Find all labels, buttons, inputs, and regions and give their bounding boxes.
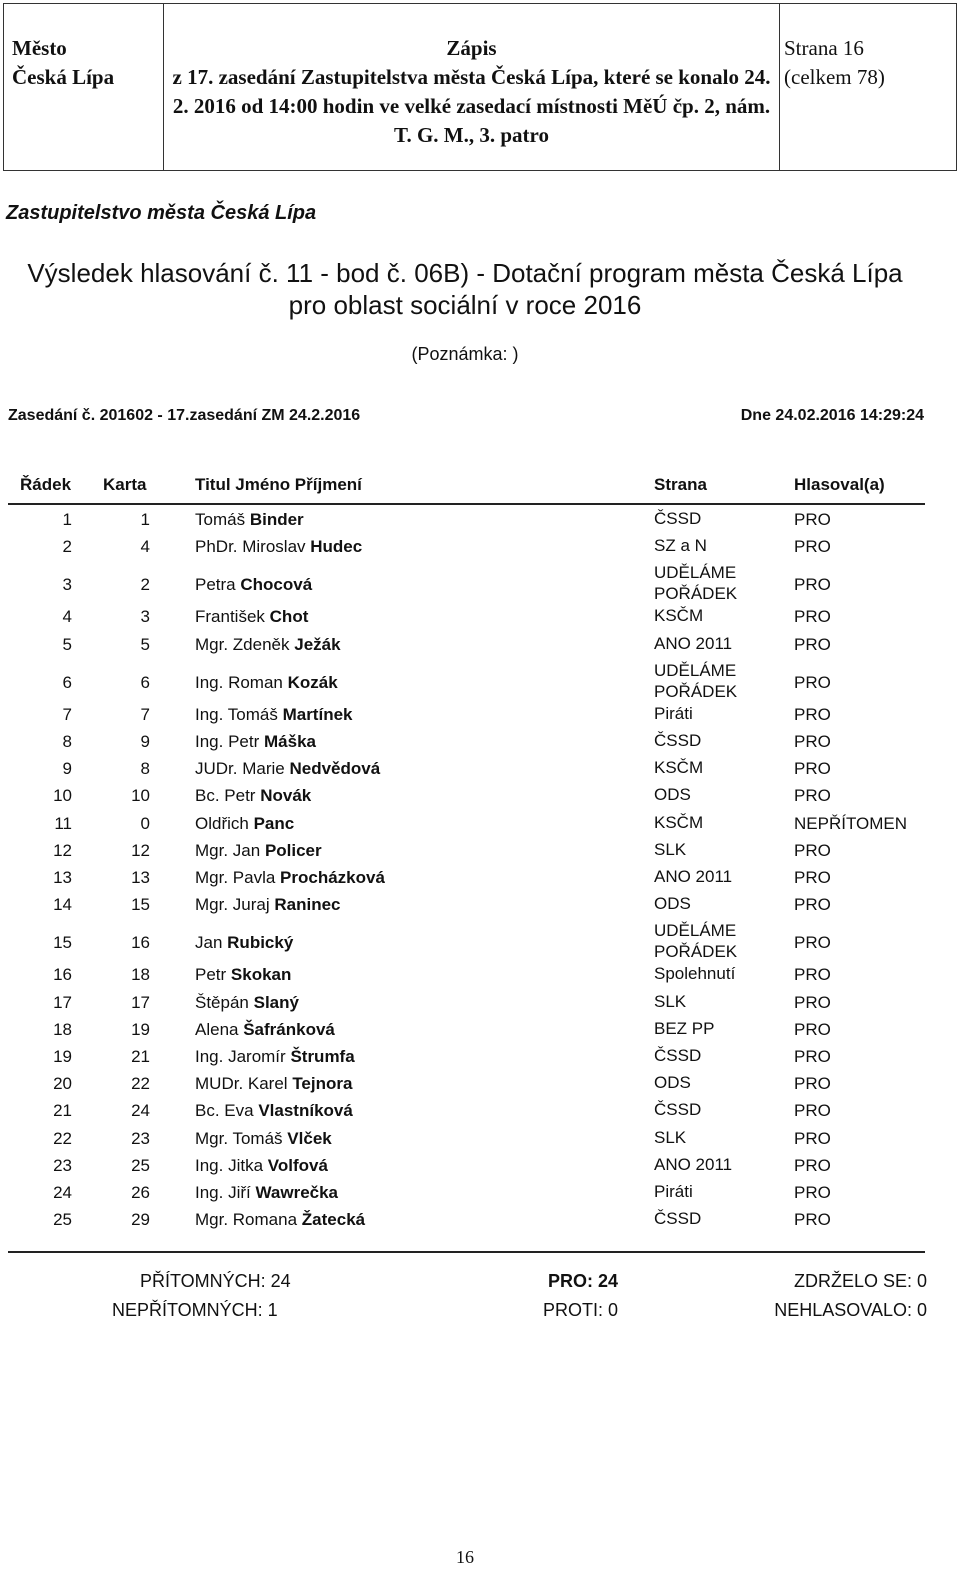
member-first-name: Ing. Jaromír — [195, 1047, 286, 1066]
party: ČSSD — [654, 1209, 702, 1229]
party: KSČM — [654, 812, 704, 832]
row-number: 20 — [53, 1074, 72, 1094]
vote-value: PRO — [794, 1074, 831, 1094]
member-name — [195, 814, 294, 834]
member-first-name: Mgr. Juraj — [195, 895, 270, 915]
row-number: 7 — [62, 704, 72, 724]
row-number: 6 — [62, 672, 72, 692]
table-row — [0, 1183, 960, 1210]
card-number: 19 — [131, 1019, 150, 1039]
party: ČSSD — [654, 509, 702, 528]
vote-value: PRO — [794, 1210, 831, 1230]
table-row — [0, 705, 960, 732]
vote-value: PRO — [794, 992, 831, 1012]
vote-value: PRO — [794, 965, 831, 985]
row-number: 9 — [62, 759, 72, 779]
row-number: 14 — [53, 895, 72, 915]
member-surname: Máška — [264, 732, 316, 751]
member-first-name: PhDr. Miroslav — [195, 537, 306, 557]
table-row — [0, 868, 960, 895]
member-name — [195, 841, 322, 861]
vote-value: PRO — [794, 537, 831, 557]
member-name — [195, 1183, 338, 1203]
row-number: 18 — [53, 1019, 72, 1039]
member-surname: Hudec — [310, 537, 363, 557]
member-name — [195, 1210, 365, 1230]
party: BEZ PP — [654, 1018, 715, 1038]
member-surname: Wawrečka — [255, 1183, 339, 1202]
member-first-name: Alena — [195, 1019, 239, 1039]
member-name — [195, 673, 338, 693]
member-first-name: Petra — [195, 575, 236, 595]
table-row — [0, 965, 960, 992]
card-number: 3 — [140, 607, 150, 627]
member-surname: Šafránková — [243, 1019, 335, 1039]
party: ANO 2011 — [654, 867, 733, 886]
party: SLK — [654, 991, 687, 1011]
table-row — [0, 759, 960, 786]
page-number: 16 — [456, 1547, 474, 1567]
member-first-name: Štěpán — [195, 992, 249, 1012]
member-name — [195, 607, 308, 627]
row-number: 17 — [53, 992, 72, 1012]
party: ODS — [654, 894, 691, 914]
council-name: Zastupitelstvo města Česká Lípa — [6, 202, 317, 224]
row-number: 8 — [62, 732, 72, 751]
card-number: 1 — [140, 510, 150, 529]
vote-value: PRO — [794, 672, 831, 692]
table-row — [0, 564, 960, 607]
card-number: 0 — [140, 813, 150, 833]
vote-title-lead: Výsledek hlasování č. 11 - bod č. — [27, 258, 407, 288]
member-surname: Žatecká — [301, 1210, 366, 1230]
card-number: 2 — [140, 575, 150, 595]
table-row — [0, 635, 960, 662]
row-number: 5 — [62, 634, 72, 654]
party: ODS — [654, 1073, 691, 1093]
vote-title — [0, 258, 930, 289]
row-number: 22 — [53, 1128, 72, 1148]
member-first-name: Mgr. Romana — [195, 1210, 298, 1230]
member-name — [195, 575, 312, 595]
table-row — [0, 1074, 960, 1101]
member-name — [195, 1074, 352, 1094]
row-number: 24 — [53, 1183, 72, 1202]
party: ČSSD — [654, 731, 702, 750]
member-surname: Binder — [249, 510, 304, 529]
member-first-name: MUDr. Karel — [195, 1074, 288, 1094]
member-surname: Ježák — [294, 634, 341, 654]
card-number: 7 — [140, 704, 150, 724]
card-number: 18 — [131, 965, 150, 985]
column-header-card: Karta — [103, 475, 147, 494]
party: UDĚLÁME POŘÁDEK — [654, 921, 738, 962]
member-surname: Vlastníková — [258, 1101, 353, 1121]
row-number: 15 — [53, 933, 72, 953]
member-name — [195, 705, 353, 725]
table-row — [0, 510, 960, 537]
vote-title-line2: pro oblast sociální v roce 2016 — [288, 290, 642, 320]
session-date: Dne 24.02.2016 14:29:24 — [740, 407, 924, 424]
member-first-name: Ing. Tomáš — [195, 704, 278, 724]
card-number: 29 — [131, 1210, 150, 1230]
member-first-name: František — [195, 607, 265, 627]
member-first-name: Mgr. Tomáš — [195, 1128, 283, 1148]
row-number: 3 — [62, 575, 72, 595]
card-number: 5 — [140, 634, 150, 654]
vote-value: PRO — [794, 510, 831, 529]
member-name — [195, 759, 380, 779]
party: UDĚLÁME POŘÁDEK — [654, 563, 738, 604]
member-surname: Tejnora — [292, 1074, 353, 1094]
member-name — [195, 1101, 353, 1121]
member-surname: Volfová — [267, 1155, 328, 1175]
table-row — [0, 993, 960, 1020]
vote-title-rest: 06B) - Dotační program města Česká Lípa — [406, 258, 903, 288]
party: ČSSD — [654, 1100, 702, 1120]
table-row — [0, 662, 960, 705]
party: ANO 2011 — [654, 633, 733, 653]
table-row — [0, 1210, 960, 1237]
member-name — [195, 965, 291, 985]
card-number: 9 — [140, 732, 150, 751]
vote-value: PRO — [794, 786, 831, 806]
card-number: 23 — [131, 1128, 150, 1148]
total-nehlasovalo: NEHLASOVALO: 0 — [774, 1300, 927, 1320]
member-name — [195, 868, 385, 888]
member-first-name: Ing. Jitka — [195, 1155, 264, 1175]
table-row — [0, 1020, 960, 1047]
member-surname: Kozák — [287, 672, 338, 692]
document-header — [3, 3, 957, 171]
vote-value: PRO — [794, 1183, 831, 1202]
total-present: PŘÍTOMNÝCH: 24 — [140, 1271, 291, 1291]
table-row — [0, 922, 960, 965]
vote-value: PRO — [794, 1047, 831, 1066]
row-number: 10 — [53, 786, 72, 806]
total-proti: PROTI: 0 — [542, 1300, 618, 1320]
member-name — [195, 510, 304, 530]
vote-value: PRO — [794, 634, 831, 654]
member-name — [195, 933, 293, 953]
member-surname: Panc — [253, 813, 295, 833]
card-number: 21 — [131, 1047, 150, 1066]
column-header-row: Řádek — [20, 475, 72, 494]
row-number: 1 — [62, 510, 72, 529]
header-divider — [8, 503, 925, 505]
member-surname: Skokan — [230, 965, 292, 985]
member-name — [195, 732, 316, 752]
table-row — [0, 1101, 960, 1128]
total-zdrzelo: ZDRŽELO SE: 0 — [793, 1271, 927, 1291]
table-row — [0, 1047, 960, 1074]
note: (Poznámka: ) — [411, 344, 519, 364]
table-row — [0, 786, 960, 813]
party: ANO 2011 — [654, 1154, 733, 1174]
column-header-party: Strana — [654, 475, 707, 494]
card-number: 25 — [131, 1155, 150, 1175]
member-surname: Raninec — [274, 895, 341, 915]
card-number: 22 — [131, 1074, 150, 1094]
row-number: 12 — [53, 840, 72, 860]
vote-value: PRO — [794, 1128, 831, 1148]
member-first-name: Petr — [195, 965, 227, 985]
card-number: 26 — [131, 1183, 150, 1202]
member-surname: Procházková — [280, 868, 385, 887]
member-first-name: JUDr. Marie — [195, 759, 285, 779]
vote-value: PRO — [794, 607, 831, 627]
party: KSČM — [654, 606, 704, 626]
vote-value: PRO — [794, 933, 831, 953]
card-number: 17 — [131, 992, 150, 1012]
row-number: 11 — [54, 813, 72, 833]
member-surname: Chocová — [240, 575, 313, 595]
total-pro: PRO: 24 — [547, 1271, 618, 1291]
member-surname: Štrumfa — [290, 1047, 355, 1066]
header-title: Zápis z 17. zasedání Zastupitelstva města Česká Lípa, které se konalo 24. 2. 2016 od 14:00 hodin ve velké zasedací místnosti MěÚ čp. 2, nám. T. G. M., 3. patro — [164, 4, 780, 170]
table-row — [0, 732, 960, 759]
row-number: 19 — [53, 1047, 72, 1066]
total-absent: NEPŘÍTOMNÝCH: 1 — [112, 1300, 278, 1320]
vote-value: PRO — [794, 1155, 831, 1175]
party: KSČM — [654, 758, 704, 778]
member-first-name: Mgr. Jan — [195, 840, 261, 860]
member-first-name: Mgr. Zdeněk — [195, 634, 290, 654]
table-bottom-divider — [8, 1251, 925, 1253]
vote-value: PRO — [794, 1019, 831, 1039]
member-first-name: Mgr. Pavla — [195, 868, 276, 887]
member-name — [195, 1156, 328, 1176]
member-first-name: Ing. Petr — [195, 732, 260, 751]
member-first-name: Bc. Eva — [195, 1101, 254, 1121]
vote-value: PRO — [794, 840, 831, 860]
vote-value: NEPŘÍTOMEN — [794, 813, 908, 833]
party: ČSSD — [654, 1046, 702, 1065]
column-header-name: Titul Jméno Příjmení — [195, 475, 362, 494]
member-name — [195, 1047, 355, 1067]
member-surname: Policer — [264, 840, 322, 860]
member-surname: Nedvědová — [289, 759, 381, 779]
table-row — [0, 895, 960, 922]
card-number: 13 — [131, 868, 150, 887]
card-number: 15 — [131, 895, 150, 915]
member-surname: Martínek — [282, 704, 353, 724]
vote-value: PRO — [794, 759, 831, 779]
vote-value: PRO — [794, 704, 831, 724]
row-number: 2 — [62, 537, 72, 557]
member-surname: Novák — [260, 786, 312, 806]
table-row — [0, 1156, 960, 1183]
vote-value: PRO — [794, 1101, 831, 1121]
member-first-name: Ing. Jiří — [195, 1183, 251, 1202]
row-number: 4 — [62, 607, 72, 627]
card-number: 16 — [131, 933, 150, 953]
column-header-vote: Hlasoval(a) — [794, 475, 885, 494]
party: SZ a N — [654, 536, 707, 556]
member-name — [195, 635, 341, 655]
row-number: 23 — [53, 1155, 72, 1175]
card-number: 12 — [131, 840, 150, 860]
row-number: 16 — [53, 965, 72, 985]
vote-value: PRO — [794, 895, 831, 915]
member-name — [195, 537, 362, 557]
card-number: 4 — [140, 537, 150, 557]
member-first-name: Ing. Roman — [195, 672, 283, 692]
table-row — [0, 607, 960, 634]
table-row — [0, 841, 960, 868]
table-row — [0, 537, 960, 564]
card-number: 8 — [140, 759, 150, 779]
card-number: 10 — [131, 786, 150, 806]
table-row — [0, 814, 960, 841]
vote-value: PRO — [794, 868, 831, 887]
party: SLK — [654, 839, 687, 859]
member-first-name: Jan — [195, 933, 223, 953]
member-name — [195, 1129, 332, 1149]
member-name — [195, 786, 311, 806]
member-first-name: Oldřich — [195, 813, 249, 833]
party: ODS — [654, 785, 691, 805]
member-surname: Slaný — [253, 992, 299, 1012]
vote-value: PRO — [794, 575, 831, 595]
session-info: Zasedání č. 201602 - 17.zasedání ZM 24.2.2016 — [8, 407, 361, 424]
member-first-name: Bc. Petr — [195, 786, 256, 806]
member-first-name: Tomáš — [195, 510, 246, 529]
vote-value: PRO — [794, 732, 831, 751]
member-surname: Chot — [269, 607, 309, 627]
party: Piráti — [654, 1182, 693, 1201]
card-number: 24 — [131, 1101, 150, 1121]
member-surname: Rubický — [227, 933, 294, 953]
member-surname: Vlček — [287, 1128, 332, 1148]
row-number: 13 — [53, 868, 72, 887]
card-number: 6 — [140, 672, 150, 692]
party: Spolehnutí — [654, 964, 736, 984]
member-name — [195, 895, 341, 915]
header-page: Strana 16 (celkem 78) — [784, 36, 885, 89]
row-number: 25 — [53, 1210, 72, 1230]
table-row — [0, 1129, 960, 1156]
member-name — [195, 1020, 335, 1040]
party: SLK — [654, 1127, 687, 1147]
party: UDĚLÁME POŘÁDEK — [654, 660, 738, 701]
party: Piráti — [654, 703, 693, 723]
member-name — [195, 993, 299, 1013]
header-city: Město Česká Lípa — [4, 4, 164, 170]
row-number: 21 — [53, 1101, 72, 1121]
